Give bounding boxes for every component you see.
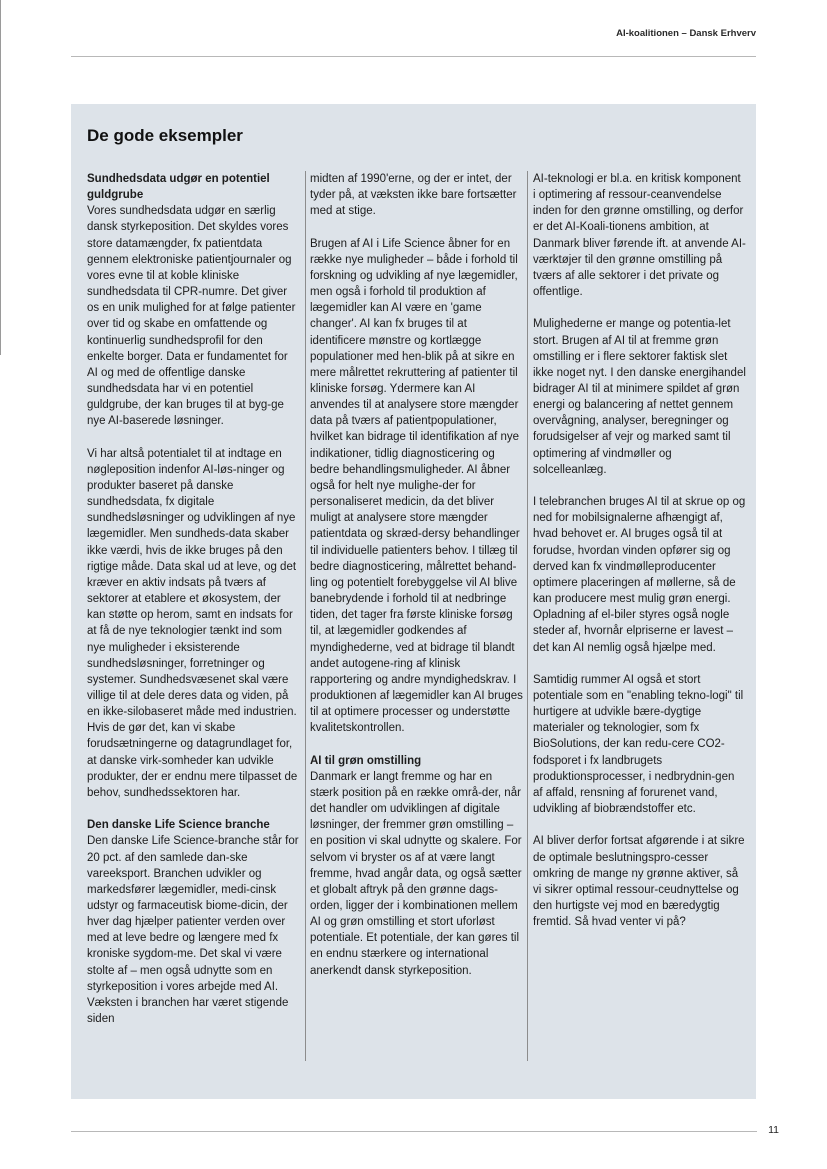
content-panel <box>71 104 756 1099</box>
paragraph: Vores sundhedsdata udgør en særlig dansk styrkeposition. Det skyldes vores store datamængder, fx patientdata gennem elektroniske patientjournaler og vores evne til at koble kliniske sundhedsdata til CPR-numre. Det giver os en unik mulighed for at følge patienter over tid og skabe en omfattende og kontinuerlig sundhedsprofil for den enkelte borger. Data er fundamentet for AI og med de offentlige danske sundhedsdata har vi en potentiel guldgrube, der kan bruges til at byg-ge nye AI-baserede løsninger. <box>87 205 296 428</box>
paragraph: midten af 1990'erne, og der er intet, der tyder på, at væksten ikke bare fortsætter med at stige. <box>310 173 517 218</box>
column-divider <box>527 171 528 1061</box>
section-title: De gode eksempler <box>87 126 243 145</box>
page-number: 11 <box>768 1124 779 1136</box>
column-3 <box>533 171 746 930</box>
left-margin-rule <box>0 0 1 355</box>
column-divider <box>305 171 306 1061</box>
running-header: AI-koalitionen – Dansk Erhverv <box>616 28 756 39</box>
footer-divider <box>71 1131 757 1132</box>
subheading-sundhedsdata: Sundhedsdata udgør en potentiel guldgrube <box>87 173 270 202</box>
paragraph: Vi har altså potentialet til at indtage en nøgleposition indenfor AI-løs-ninger og produkter baseret på danske sundhedsdata, fx digitale sundhedsløsninger og udviklingen af nye lægemidler. Men sundheds-data skaber ikke værdi, hvis de ikke bruges på den rigtige måde. Data skal ud at leve, og det kræver en aktiv indsats på tværs af sektorer at etablere et økosystem, der kan støtte op herom, samt en indsats for at få de nye teknologier tænkt ind som nye muligheder i eksisterende sundhedsløsninger, forretninger og systemer. Sundhedsvæsenet skal være villige til at dele deres data og viden, på en ikke-silobaseret måde med industrien. Hvis de gør det, kan vi skabe forudsætningerne og datagrundlaget for, at danske virk-somheder kan udvikle produkter, der er endnu mere tilpasset de behov, sundhedssektoren har. <box>87 447 298 799</box>
paragraph: Brugen af AI i Life Science åbner for en række nye muligheder – både i forhold til forskning og udvikling af nye lægemidler, men også i forhold til produktion af lægemidler kan AI være en 'game changer'. AI kan fx bruges til at identificere mønstre og kortlægge populationer med hen-blik på at sikre en mere målrettet rekruttering af patienter til kliniske forsøg. Ydermere kan AI anvendes til at analysere store mængder data på tværs af patientpopulationer, hvilket kan bidrage til identifikation af nye indikationer, tidlig diagnosticering og bedre behandlingsmuligheder. AI åbner også for helt nye mulighe-der for personaliseret medicin, da det bliver muligt at analysere store mængder patientdata og skræd-dersy behandlinger til individuelle patienters behov. I tillæg til bedre diagnosticering, målrettet behand-ling og potentielt forebyggelse vil AI blive banebrydende i forhold til at nedbringe tiden, det tager fra første kliniske forsøg til, at lægemidler godkendes af myndighederne, ved at bidrage til blandt andet autogene-ring af klinisk rapportering og andre myndighedskrav. I produktionen af lægemidler kan AI bruges til at optimere processer og understøtte kvalitetskontrollen. <box>310 237 523 735</box>
paragraph: AI-teknologi er bl.a. en kritisk komponent i optimering af ressour-ceanvendelse inden for den grønne omstilling, og derfor er det AI-Koali-tionens ambition, at Danmark bliver førende ift. at anvende AI-værktøjer til den grønne omstilling på tværs af alle sektorer i det private og offentlige. <box>533 173 746 299</box>
subheading-groen-omstilling: AI til grøn omstilling <box>310 754 422 767</box>
paragraph: Danmark er langt fremme og har en stærk position på en række områ-der, når det handler om udviklingen af digitale løsninger, der fremmer grøn omstilling – en position vi skal udnytte og skalere. For selvom vi bryster os af at være langt fremme, hvad angår data, og også sætter et globalt aftryk på den grønne dags-orden, ligger der i kombinationen mellem AI og grøn omstilling et stort uforløst potentiale. Et potentiale, der kan gøres til en endnu stærkere og international anerkendt dansk styrkeposition. <box>310 770 522 977</box>
paragraph: I telebranchen bruges AI til at skrue op og ned for mobilsignalerne afhængigt af, hvad behovet er. AI bruges også til at forudse, hvordan vinden opfører sig og derved kan fx vindmølleproducenter optimere placeringen af møllerne, så de kan producere mest mulig grøn energi. Opladning af el-biler styres også nogle steder af, hvornår elpriserne er lavest – det kan AI nemlig også hjælpe med. <box>533 496 746 654</box>
subheading-life-science: Den danske Life Science branche <box>87 819 270 832</box>
paragraph: Mulighederne er mange og potentia-let stort. Brugen af AI til at fremme grøn omstilling er i flere sektorer faktisk slet ikke noget nyt. I den danske energihandel bidrager AI til at minimere spildet af grøn energi og balancering af nettet gennem overvågning, analyser, beregninger og forudsigelser af vejr og marked samt til optimering af vindmøller og solcelleanlæg. <box>533 318 746 476</box>
header-divider <box>71 56 756 57</box>
paragraph: Den danske Life Science-branche står for 20 pct. af den samlede dan-ske vareeksport. Branchen udvikler og markedsfører lægemidler, medi-cinsk udstyr og farmaceutisk biome-dicin, der hver dag hjælper patienter verden over med at leve bedre og længere med fx kroniske sygdom-me. Det skal vi være stolte af – men også udnytte som en styrkeposition i vores arbejde med AI. Væksten i branchen har været stigende siden <box>87 835 299 1026</box>
paragraph: AI bliver derfor fortsat afgørende i at sikre de optimale beslutningspro-cesser omkring de mange ny grønne aktiver, så vi sikrer optimal ressour-ceudnyttelse og den hurtigste vej mod en bæredygtig fremtid. Så hvad venter vi på? <box>533 835 745 929</box>
paragraph: Samtidig rummer AI også et stort potentiale som en "enabling tekno-logi" til hurtigere at udvikle bære-dygtige materialer og teknologier, som fx BioSolutions, der kan redu-cere CO2-fodsporet i fx landbrugets produktionsprocesser, i nedbrydnin-gen af affald, rensning af forurenet vand, udvikling af biobrændstoffer etc. <box>533 673 744 816</box>
column-2 <box>310 171 523 979</box>
column-1 <box>87 171 300 1027</box>
